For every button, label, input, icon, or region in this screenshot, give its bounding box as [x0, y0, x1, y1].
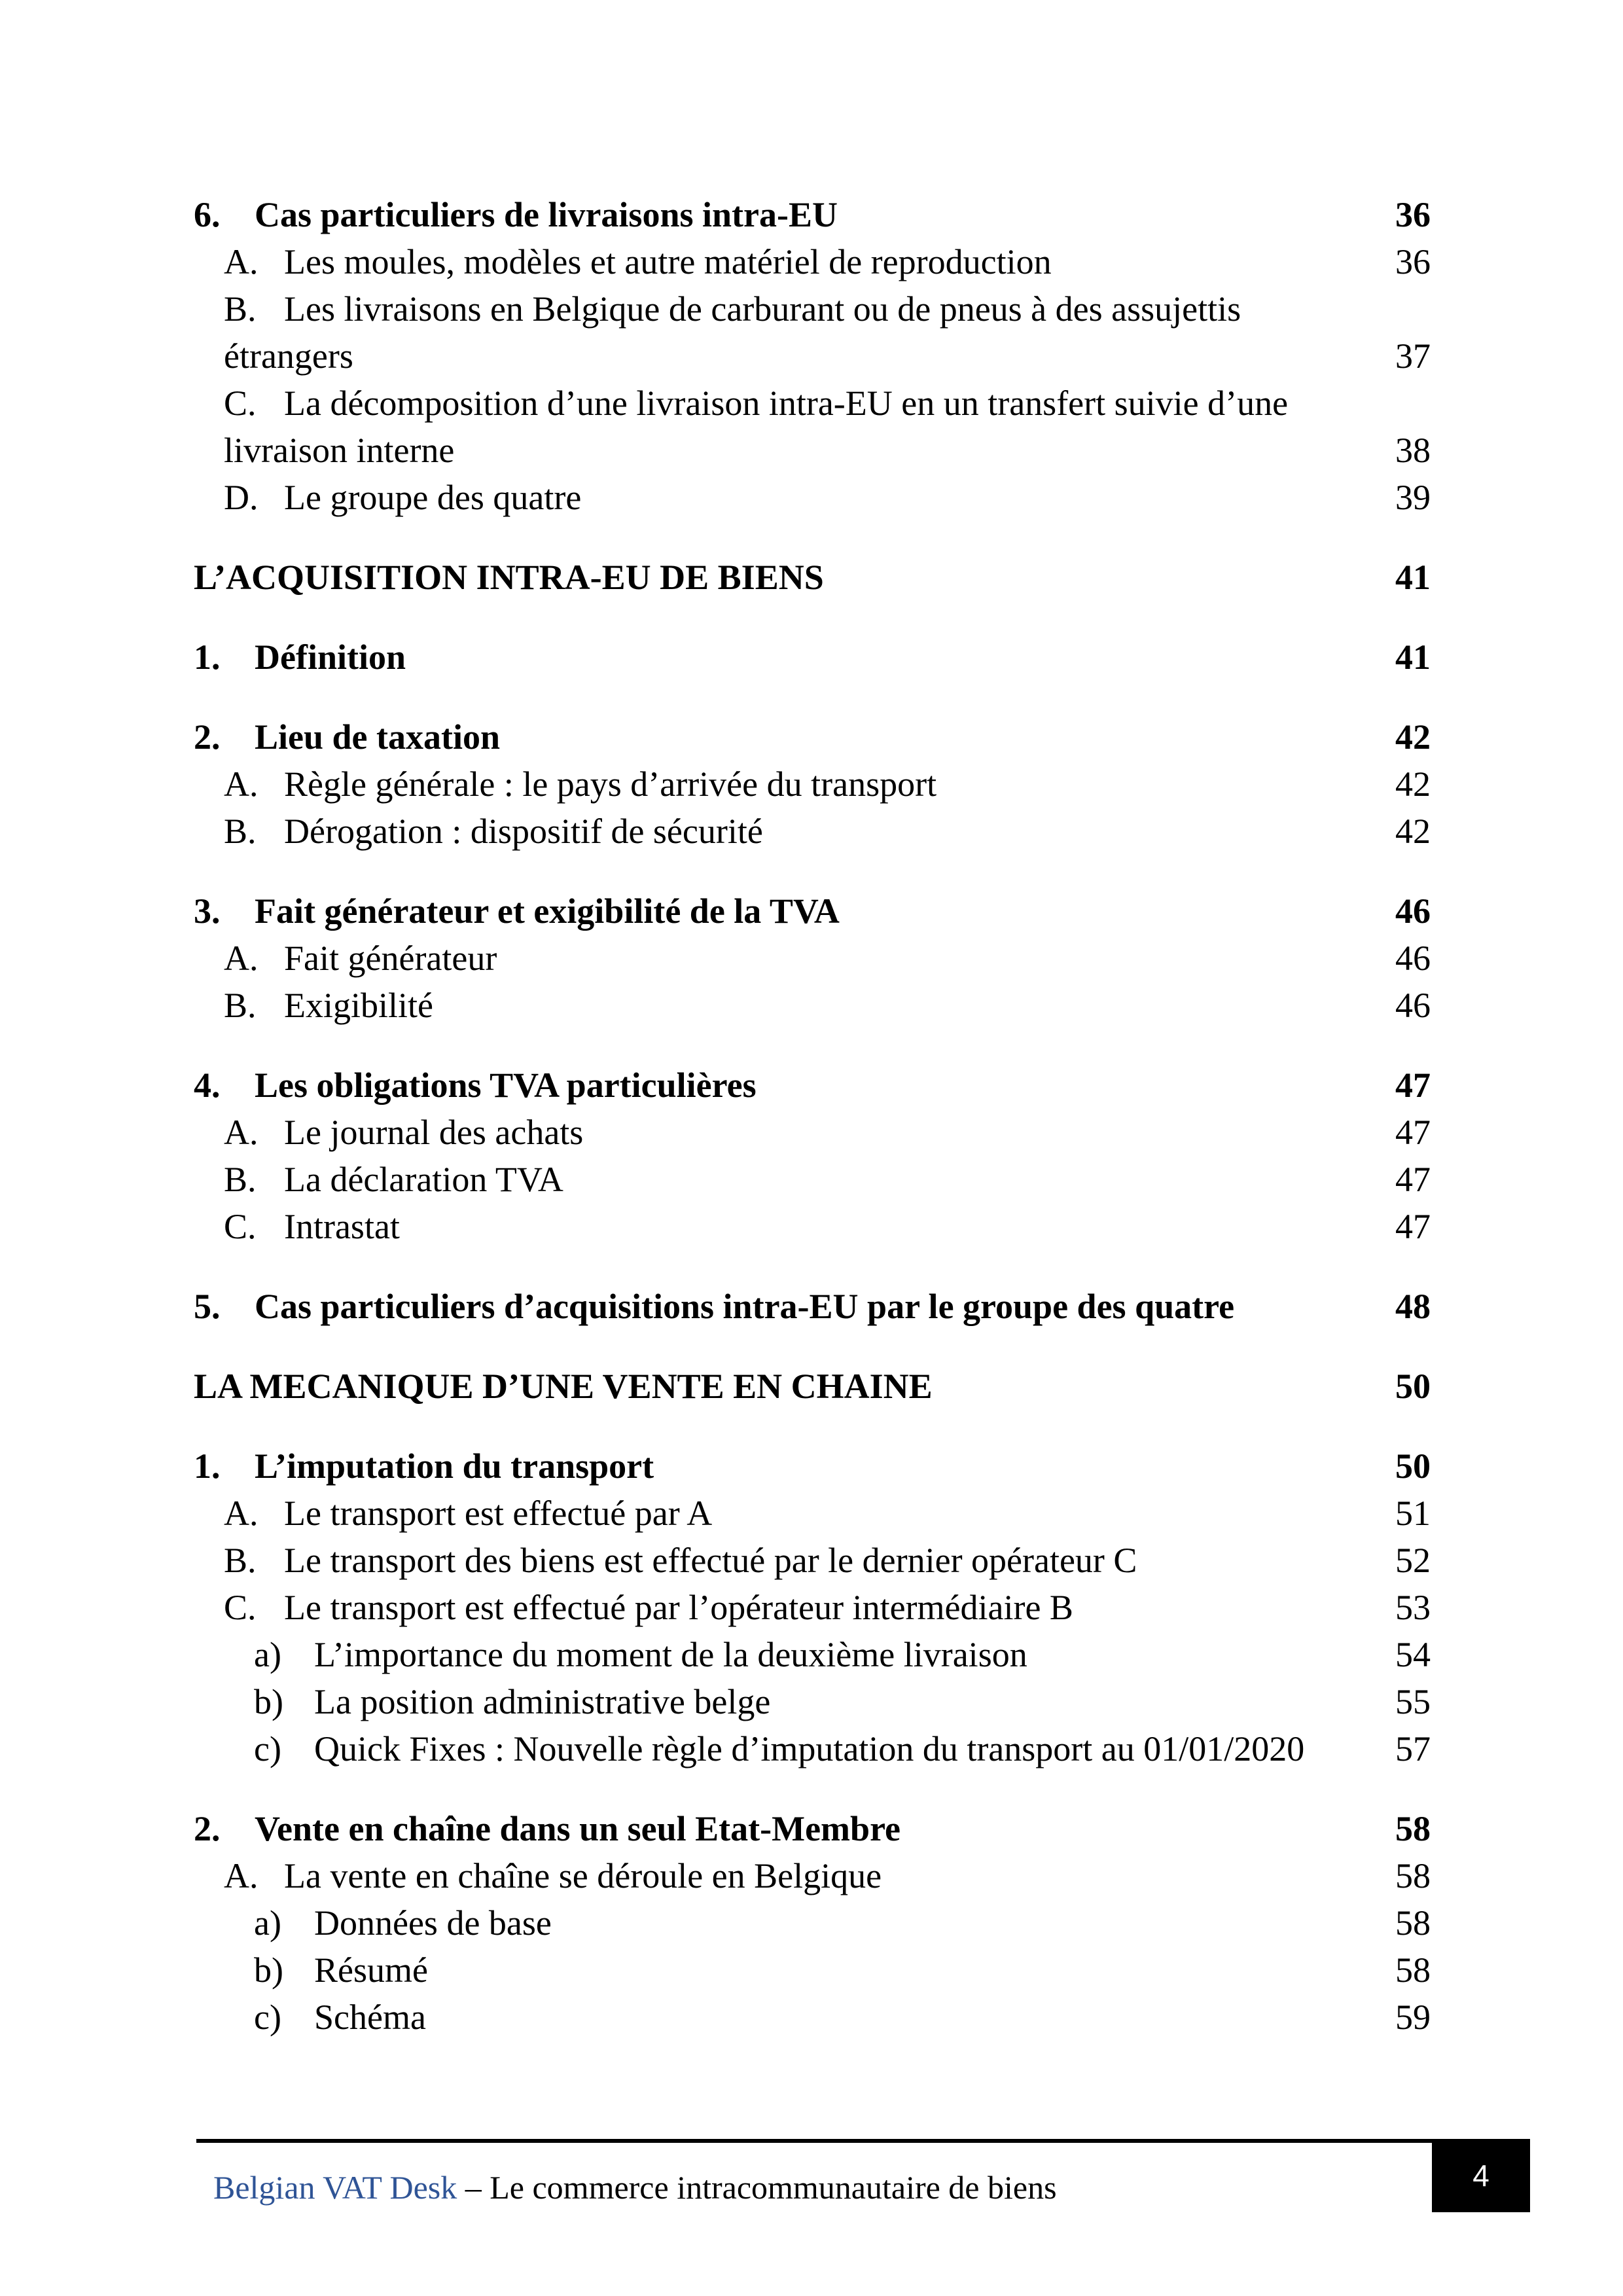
toc-title: Résumé	[314, 1950, 428, 1990]
toc-page: 50	[1395, 1446, 1431, 1486]
toc-number: 4.	[194, 1066, 221, 1105]
toc-number: c)	[254, 1729, 281, 1768]
toc-entry[interactable]	[194, 1490, 1431, 1537]
toc-entry[interactable]	[194, 808, 1431, 855]
toc-number: A.	[224, 1494, 259, 1533]
toc-entry[interactable]	[194, 1678, 1431, 1725]
toc-page: 47	[1395, 1160, 1431, 1199]
toc-page: 58	[1395, 1903, 1431, 1943]
toc-page: 58	[1395, 1950, 1431, 1990]
toc-title: Schéma	[314, 1998, 426, 2037]
toc-entry[interactable]	[194, 1537, 1431, 1584]
toc-page: 39	[1395, 478, 1431, 517]
footer	[213, 2166, 1057, 2208]
toc-title: La vente en chaîne se déroule en Belgique	[284, 1856, 882, 1895]
toc-number: 2.	[194, 1809, 221, 1848]
toc-page: 54	[1395, 1635, 1431, 1674]
toc-title: Cas particuliers d’acquisitions intra-EU par le groupe des quatre	[255, 1287, 1235, 1326]
toc-number: B.	[224, 289, 257, 329]
toc-page: 46	[1395, 986, 1431, 1025]
toc-entry[interactable]	[194, 380, 1431, 474]
toc-title: La décomposition d’une livraison intra-EU en un transfert suivie d’une	[284, 384, 1289, 423]
toc-page: 55	[1395, 1682, 1431, 1721]
footer-separator: –	[457, 2169, 490, 2206]
toc-page: 36	[1395, 242, 1431, 281]
toc-number: b)	[254, 1950, 283, 1990]
toc-entry[interactable]	[194, 1283, 1431, 1330]
toc-page: 46	[1395, 891, 1431, 931]
toc-entry[interactable]	[194, 1631, 1431, 1678]
toc-title: Fait générateur	[284, 939, 497, 978]
toc-page: 48	[1395, 1287, 1431, 1326]
toc-chapter[interactable]	[194, 1363, 1431, 1410]
toc-title: L’ACQUISITION INTRA-EU DE BIENS	[194, 558, 824, 597]
toc-entry[interactable]	[194, 713, 1431, 761]
toc-title: Données de base	[314, 1903, 552, 1943]
toc-page: 52	[1395, 1541, 1431, 1580]
toc-number: 2.	[194, 717, 221, 757]
toc-title: La position administrative belge	[314, 1682, 771, 1721]
toc-title: Les moules, modèles et autre matériel de reproduction	[284, 242, 1052, 281]
toc-title: Le groupe des quatre	[284, 478, 582, 517]
toc-page: 51	[1395, 1494, 1431, 1533]
toc-title: Cas particuliers de livraisons intra-EU	[255, 195, 838, 234]
toc-title: Intrastat	[284, 1207, 400, 1246]
toc-entry[interactable]	[194, 238, 1431, 285]
toc-number: a)	[254, 1635, 281, 1674]
toc-entry[interactable]	[194, 935, 1431, 982]
toc-page: 42	[1395, 717, 1431, 757]
toc-page: 58	[1395, 1809, 1431, 1848]
table-of-contents	[194, 191, 1431, 2041]
toc-title-continued: étrangers	[224, 336, 353, 376]
footer-brand: Belgian VAT Desk	[213, 2169, 457, 2206]
toc-number: A.	[224, 939, 259, 978]
toc-number: 5.	[194, 1287, 221, 1326]
toc-entry[interactable]	[194, 1852, 1431, 1899]
toc-title: Définition	[255, 637, 406, 677]
toc-page: 53	[1395, 1588, 1431, 1627]
page-number: 4	[1432, 2139, 1530, 2212]
toc-number: B.	[224, 986, 257, 1025]
toc-title: Le journal des achats	[284, 1113, 584, 1152]
toc-number: 3.	[194, 891, 221, 931]
toc-entry[interactable]	[194, 982, 1431, 1029]
toc-entry[interactable]	[194, 634, 1431, 681]
toc-page: 59	[1395, 1998, 1431, 2037]
toc-number: B.	[224, 1160, 257, 1199]
toc-number: C.	[224, 1207, 257, 1246]
toc-entry[interactable]	[194, 1109, 1431, 1156]
toc-number: c)	[254, 1998, 281, 2037]
toc-entry[interactable]	[194, 1062, 1431, 1109]
toc-page: 42	[1395, 764, 1431, 804]
toc-entry[interactable]	[194, 1725, 1431, 1772]
toc-title: L’importance du moment de la deuxième livraison	[314, 1635, 1027, 1674]
toc-page: 57	[1395, 1729, 1431, 1768]
toc-chapter[interactable]	[194, 554, 1431, 601]
toc-title: L’imputation du transport	[255, 1446, 654, 1486]
footer-rule	[196, 2139, 1432, 2143]
toc-title: Dérogation : dispositif de sécurité	[284, 812, 763, 851]
toc-entry[interactable]	[194, 1899, 1431, 1946]
toc-entry[interactable]	[194, 1994, 1431, 2041]
toc-title: Règle générale : le pays d’arrivée du transport	[284, 764, 937, 804]
toc-title: La déclaration TVA	[284, 1160, 563, 1199]
toc-page: 47	[1395, 1207, 1431, 1246]
toc-page: 36	[1395, 195, 1431, 234]
toc-page: 46	[1395, 939, 1431, 978]
toc-number: C.	[224, 384, 257, 423]
toc-title: Fait générateur et exigibilité de la TVA	[255, 891, 840, 931]
toc-title: Exigibilité	[284, 986, 433, 1025]
toc-title: Le transport est effectué par l’opérateur intermédiaire B	[284, 1588, 1073, 1627]
toc-entry[interactable]	[194, 1443, 1431, 1490]
toc-title: Lieu de taxation	[255, 717, 501, 757]
toc-number: b)	[254, 1682, 283, 1721]
toc-number: B.	[224, 812, 257, 851]
toc-page: 58	[1395, 1856, 1431, 1895]
toc-number: a)	[254, 1903, 281, 1943]
toc-number: A.	[224, 242, 259, 281]
toc-entry[interactable]	[194, 1156, 1431, 1203]
toc-page: 37	[1395, 336, 1431, 376]
toc-number: 1.	[194, 637, 221, 677]
toc-page: 41	[1395, 637, 1431, 677]
toc-number: B.	[224, 1541, 257, 1580]
toc-title-continued: livraison interne	[224, 431, 455, 470]
toc-title: Vente en chaîne dans un seul Etat-Membre	[255, 1809, 901, 1848]
toc-entry[interactable]	[194, 285, 1431, 380]
toc-entry[interactable]	[194, 1584, 1431, 1631]
toc-page: 50	[1395, 1367, 1431, 1406]
toc-page: 47	[1395, 1113, 1431, 1152]
toc-number: D.	[224, 478, 259, 517]
toc-entry[interactable]	[194, 474, 1431, 521]
toc-number: A.	[224, 1856, 259, 1895]
toc-title: Le transport des biens est effectué par le dernier opérateur C	[284, 1541, 1137, 1580]
toc-entry[interactable]	[194, 761, 1431, 808]
toc-page: 47	[1395, 1066, 1431, 1105]
footer-subtitle: Le commerce intracommunautaire de biens	[490, 2169, 1057, 2206]
toc-entry[interactable]	[194, 191, 1431, 238]
toc-title: LA MECANIQUE D’UNE VENTE EN CHAINE	[194, 1367, 933, 1406]
toc-entry[interactable]	[194, 1203, 1431, 1250]
toc-title: Le transport est effectué par A	[284, 1494, 713, 1533]
toc-number: C.	[224, 1588, 257, 1627]
toc-number: A.	[224, 1113, 259, 1152]
toc-entry[interactable]	[194, 888, 1431, 935]
toc-entry[interactable]	[194, 1946, 1431, 1994]
toc-title: Les obligations TVA particulières	[255, 1066, 757, 1105]
toc-number: 6.	[194, 195, 221, 234]
toc-number: 1.	[194, 1446, 221, 1486]
toc-entry[interactable]	[194, 1805, 1431, 1852]
toc-title: Quick Fixes : Nouvelle règle d’imputation du transport au 01/01/2020	[314, 1729, 1305, 1768]
toc-page: 42	[1395, 812, 1431, 851]
toc-page: 38	[1395, 431, 1431, 470]
toc-number: A.	[224, 764, 259, 804]
toc-title: Les livraisons en Belgique de carburant ou de pneus à des assujettis	[284, 289, 1241, 329]
toc-page: 41	[1395, 558, 1431, 597]
